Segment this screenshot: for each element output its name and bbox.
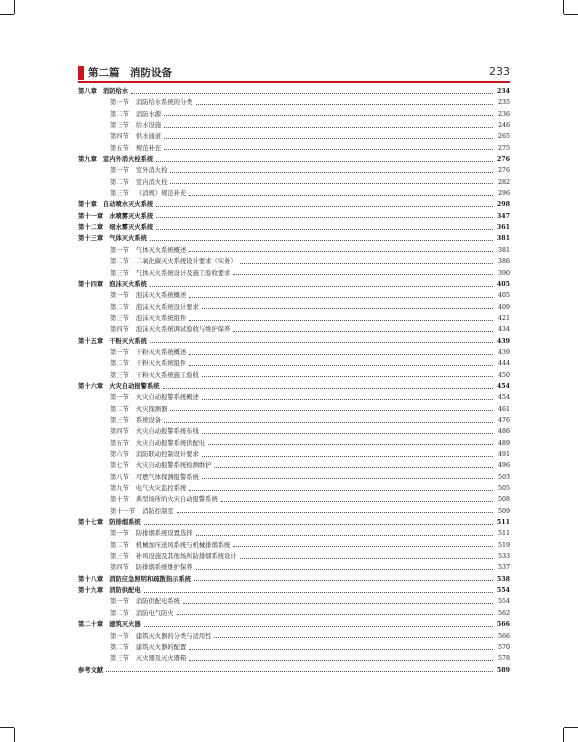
toc-entry-page: 508 [497, 496, 510, 504]
toc-entry-number: 第一节 [110, 167, 129, 175]
toc-entry-page: 409 [497, 303, 510, 311]
toc-dot-leader [196, 534, 493, 536]
crop-mark [563, 728, 564, 742]
toc-dot-leader [208, 443, 493, 445]
toc-entry-title: 泡沫灭火系统 [109, 280, 147, 288]
toc-dot-leader [189, 250, 493, 252]
crop-mark [14, 0, 15, 14]
toc-entry-page: 386 [497, 258, 510, 266]
toc-entry-number: 第十四章 [78, 280, 104, 288]
toc-entry-number: 第七节 [110, 462, 129, 470]
toc-section-entry [78, 109, 510, 120]
toc-section-entry [78, 392, 510, 403]
toc-entry-page: 454 [496, 382, 510, 390]
toc-section-entry [78, 404, 510, 415]
toc-dot-leader [202, 375, 493, 377]
toc-section-entry [78, 438, 510, 449]
toc-entry-title: 气体灭火系统设计及施工验收要求 [135, 269, 231, 277]
toc-entry-number: 第三节 [110, 122, 129, 130]
toc-entry-number: 第二十章 [78, 621, 104, 629]
toc-entry-title: 消防应急照明和疏散指示系统 [109, 575, 192, 583]
toc-entry-number: 第五节 [110, 439, 129, 447]
toc-entry-title: 防排烟系统设置选择 [135, 530, 193, 538]
toc-entry-title: 火灾自动报警系统概述 [135, 394, 199, 402]
toc-entry-number: 第一节 [110, 348, 129, 356]
toc-section-entry [78, 313, 510, 324]
toc-entry-page: 578 [497, 655, 510, 663]
toc-entry-number: 第三节 [110, 416, 129, 424]
toc-entry-title: 典型场所的火灾自动报警系统 [135, 496, 218, 504]
toc-section-entry [78, 528, 510, 539]
toc-dot-leader [189, 659, 493, 661]
toc-dot-leader [170, 182, 493, 184]
toc-entry-title: 系统设备 [135, 416, 162, 424]
toc-entry-title: 细水雾灭火系统 [109, 224, 154, 232]
toc-entry-page: 405 [497, 292, 510, 300]
toc-entry-number: 第三节 [110, 371, 129, 379]
toc-entry-title: 建筑灭火器 [109, 621, 141, 629]
toc-entry-number: 第一节 [110, 632, 129, 640]
toc-entry-number: 第三节 [110, 269, 129, 277]
toc-dot-leader [189, 319, 493, 321]
toc-chapter-entry [78, 211, 510, 222]
toc-entry-number: 第四节 [110, 428, 129, 436]
toc-dot-leader [164, 137, 493, 139]
toc-entry-number: 第十节 [110, 496, 129, 504]
toc-entry-page: 275 [497, 144, 510, 152]
toc-entry-number: 第四节 [110, 326, 129, 334]
toc-section-entry [78, 324, 510, 335]
toc-entry-page: 562 [497, 609, 510, 617]
toc-entry-page: 434 [497, 326, 510, 334]
toc-entry-title: 消防供配电系统 [135, 598, 180, 606]
toc-entry-number: 第四节 [110, 564, 129, 572]
toc-entry-number: 第三节 [110, 190, 129, 198]
toc-entry-title: 火灾自动报警系统检测维护 [135, 462, 212, 470]
toc-dot-leader [233, 273, 493, 275]
crop-mark [563, 0, 564, 14]
toc-entry-title: 消防联动控制设计要求 [135, 451, 199, 458]
toc-dot-leader [189, 489, 493, 491]
toc-entry-page: 282 [497, 178, 510, 186]
toc-entry-title: 建筑灭火器的配置 [135, 643, 187, 651]
toc-chapter-entry [78, 585, 510, 596]
toc-entry-title: 灭火器及灭火器箱 [135, 655, 187, 663]
toc-entry-number: 第二节 [110, 360, 129, 368]
toc-entry-number: 第三节 [110, 655, 129, 663]
toc-dot-leader [150, 341, 493, 343]
toc-section-entry [78, 551, 510, 562]
toc-dot-leader [156, 228, 493, 230]
toc-dot-leader [164, 114, 493, 116]
toc-entry-page: 450 [497, 371, 510, 379]
toc-entry-number: 第十一节 [110, 507, 136, 515]
toc-entry-page: 276 [496, 156, 510, 164]
toc-chapter-entry [78, 199, 510, 210]
toc-section-entry [78, 642, 510, 653]
toc-section-entry [78, 120, 510, 131]
header-accent-bar [78, 66, 84, 80]
page-header [78, 66, 510, 80]
toc-entry-page: 554 [497, 598, 510, 606]
toc-section-entry [78, 97, 510, 108]
toc-entry-number: 第一节 [110, 99, 129, 107]
toc-entry-page: 519 [497, 541, 510, 549]
crop-mark [0, 727, 14, 728]
toc-dot-leader [170, 409, 493, 411]
toc-entry-page: 538 [496, 575, 510, 583]
toc-section-entry [78, 631, 510, 642]
toc-entry-page: 476 [497, 416, 510, 424]
toc-entry-page: 505 [497, 485, 510, 493]
toc-entry-title: 电气火灾监控系统 [135, 485, 187, 493]
toc-entry-number: 第一节 [110, 246, 129, 254]
toc-entry-title: 室内消火栓 [135, 178, 168, 186]
toc-entry-number: 第三节 [110, 314, 129, 322]
toc-entry-number: 第二节 [110, 178, 129, 186]
toc-section-entry [78, 653, 510, 664]
toc-entry-number: 第二节 [110, 110, 129, 118]
toc-entry-title: 补风设施及其他场所防排烟系统设计 [135, 553, 237, 561]
toc-dot-leader [156, 160, 493, 162]
toc-entry-number: 第九章 [78, 156, 97, 164]
toc-entry-title: 消防给水 [102, 88, 129, 95]
toc-entry-page: 347 [496, 212, 510, 220]
toc-section-entry [78, 596, 510, 607]
toc-entry-title: 气体灭火系统 [109, 235, 147, 243]
toc-chapter-entry [78, 86, 510, 97]
toc-section-entry [78, 494, 510, 505]
toc-dot-leader [144, 591, 493, 593]
toc-dot-leader [189, 648, 493, 650]
toc-entry-title: 二氧化碳灭火系统设计要求（实务） [135, 258, 237, 266]
toc-section-entry [78, 506, 510, 517]
toc-section-entry [78, 460, 510, 471]
toc-entry-page: 533 [497, 553, 510, 561]
toc-entry-title: 规范补充 [135, 144, 162, 152]
toc-entry-title: 《消规》规范补充 [135, 190, 187, 198]
toc-dot-leader [144, 523, 493, 525]
toc-entry-number: 第一节 [110, 598, 129, 606]
toc-section-entry [78, 302, 510, 313]
toc-entry-title: 消防水源 [135, 110, 162, 118]
toc-chapter-entry [78, 619, 510, 630]
toc-entry-page: 454 [497, 394, 510, 402]
toc-chapter-entry [78, 279, 510, 290]
toc-dot-leader [189, 364, 493, 366]
toc-section-entry [78, 608, 510, 619]
toc-entry-page: 296 [497, 190, 510, 198]
toc-dot-leader [183, 602, 493, 604]
toc-entry-title: 可燃气体探测报警系统 [135, 473, 199, 481]
toc-dot-leader [106, 670, 493, 672]
toc-section-entry [78, 245, 510, 256]
toc-chapter-entry [78, 336, 510, 347]
toc-entry-page: 486 [497, 428, 510, 436]
crop-mark [564, 14, 578, 15]
toc-dot-leader [150, 285, 493, 287]
toc-entry-number: 第一节 [110, 530, 129, 538]
toc-entry-number: 第一节 [110, 292, 129, 300]
toc-entry-title: 干粉灭火系统组件 [135, 360, 187, 368]
toc-section-entry [78, 415, 510, 426]
toc-dot-leader [214, 636, 493, 638]
toc-entry-number: 第四节 [110, 133, 129, 141]
toc-entry-page: 265 [497, 133, 510, 141]
toc-dot-leader [177, 511, 493, 513]
toc-dot-leader [202, 307, 493, 309]
toc-chapter-entry [78, 222, 510, 233]
toc-entry-title: 防排烟系统 [109, 519, 141, 527]
toc-dot-leader [164, 148, 493, 150]
toc-section-entry [78, 358, 510, 369]
toc-entry-page: 511 [496, 519, 510, 527]
toc-dot-leader [189, 353, 493, 355]
toc-entry-title: 给水设施 [135, 122, 162, 130]
toc-entry-title: 干粉灭火系统 [109, 337, 147, 345]
toc-entry-page: 439 [497, 348, 510, 356]
toc-entry-number: 第十一章 [78, 212, 104, 220]
toc-dot-leader [156, 216, 493, 218]
toc-chapter-entry [78, 381, 510, 392]
toc-dot-leader [202, 432, 493, 434]
toc-entry-number: 第十七章 [78, 519, 104, 527]
toc-section-entry [78, 290, 510, 301]
toc-section-entry [78, 370, 510, 381]
toc-entry-title: 火灾探测器 [135, 405, 168, 413]
crop-mark [564, 727, 578, 728]
toc-section-entry [78, 177, 510, 188]
toc-entry-number: 第八章 [78, 88, 97, 95]
toc-entry-number: 第二节 [110, 609, 129, 617]
toc-chapter-entry [78, 233, 510, 244]
toc-dot-leader [240, 557, 493, 559]
toc-dot-leader [214, 466, 493, 468]
toc-entry-title: 消防供配电 [109, 587, 141, 595]
toc-dot-leader [189, 194, 493, 196]
toc-dot-leader [144, 625, 493, 627]
toc-entry-page: 298 [496, 201, 510, 209]
toc-entry-page: 554 [496, 587, 510, 595]
toc-entry-title: 室外消火栓 [135, 167, 168, 175]
toc-entry-title: 参考文献 [78, 666, 104, 674]
toc-entry-title: 泡沫灭火系统概述 [135, 292, 187, 300]
toc-entry-page: 361 [496, 224, 510, 232]
toc-entry-title: 机械加压送风系统与机械排烟系统 [135, 541, 231, 549]
toc-entry-number: 第一节 [110, 394, 129, 402]
toc-entry-title: 消防控制室 [142, 507, 174, 515]
toc-entry-title: 建筑灭火器的分类与适用性 [135, 632, 212, 640]
header-rule [78, 81, 510, 83]
toc-section-entry [78, 426, 510, 437]
toc-dot-leader [202, 477, 493, 479]
toc-dot-leader [233, 545, 493, 547]
toc-entry-page: 235 [497, 99, 510, 107]
toc-entry-page: 461 [497, 405, 510, 413]
toc-entry-page: 444 [497, 360, 510, 368]
toc-entry-number: 第三节 [110, 553, 129, 561]
toc-chapter-entry [78, 154, 510, 165]
toc-entry-title: 干粉灭火系统施工验收 [135, 371, 199, 379]
toc-entry-title: 消防给水系统的分类 [135, 99, 193, 107]
crop-mark [0, 14, 14, 15]
toc-entry-page: 537 [497, 564, 510, 572]
toc-entry-number: 第八节 [110, 473, 129, 481]
toc-entry-title: 火灾自动报警系统布线 [135, 428, 199, 436]
toc-entry-page: 236 [497, 110, 510, 118]
toc-chapter-entry [78, 665, 510, 676]
toc-entry-page: 390 [497, 269, 510, 277]
toc-dot-leader [221, 500, 493, 502]
toc-entry-number: 第十二章 [78, 224, 104, 232]
toc-section-entry [78, 540, 510, 551]
toc-entry-number: 第六节 [110, 451, 129, 458]
toc-entry-title: 泡沫灭火系统设计要求 [135, 303, 199, 311]
toc-entry-title: 防排烟系统维护保养 [135, 564, 193, 572]
toc-dot-leader [131, 92, 493, 94]
toc-entry-page: 276 [497, 167, 510, 175]
toc-dot-leader [194, 579, 493, 581]
toc-dot-leader [189, 296, 493, 298]
toc-entry-title: 室内外消火栓系统 [102, 156, 154, 164]
toc-entry-number: 第十八章 [78, 575, 104, 583]
toc-entry-number: 第十三章 [78, 235, 104, 243]
toc-entry-page: 491 [497, 451, 510, 458]
page-number: 233 [489, 65, 510, 78]
toc-dot-leader [177, 613, 493, 615]
toc-entry-page: 234 [496, 88, 510, 95]
toc-dot-leader [233, 330, 493, 332]
toc-section-entry [78, 347, 510, 358]
toc-entry-number: 第十五章 [78, 337, 104, 345]
crop-mark [14, 728, 15, 742]
toc-section-entry [78, 268, 510, 279]
toc-entry-page: 511 [497, 530, 510, 538]
toc-entry-title: 火灾自动报警系统供配电 [135, 439, 206, 447]
toc-entry-title: 水喷雾灭火系统 [109, 212, 154, 220]
toc-entry-number: 第二节 [110, 405, 129, 413]
toc-entry-page: 246 [497, 122, 510, 130]
toc-dot-leader [164, 421, 493, 423]
toc-chapter-entry [78, 517, 510, 528]
toc-entry-number: 第二节 [110, 643, 129, 651]
toc-section-entry [78, 143, 510, 154]
toc-dot-leader [202, 455, 493, 457]
toc-entry-title: 自动喷水灭火系统 [102, 201, 154, 209]
toc-entry-page: 405 [496, 280, 510, 288]
toc-entry-title: 泡沫灭火系统调试验收与维护保养 [135, 326, 231, 334]
toc-entry-title: 干粉灭火系统概述 [135, 348, 187, 356]
toc-entry-title: 气体灭火系统概述 [135, 246, 187, 254]
toc-entry-page: 566 [497, 632, 510, 640]
toc-entry-page: 570 [497, 643, 510, 651]
toc-section-entry [78, 165, 510, 176]
toc-dot-leader [170, 171, 493, 173]
toc-entry-number: 第十六章 [78, 382, 104, 390]
toc-entry-page: 496 [497, 462, 510, 470]
toc-section-entry [78, 188, 510, 199]
toc-dot-leader [240, 262, 493, 264]
toc-dot-leader [164, 126, 493, 128]
toc-entry-number: 第二节 [110, 303, 129, 311]
toc-entry-title: 消防电气防火 [135, 609, 174, 617]
toc-entry-number: 第十九章 [78, 587, 104, 595]
toc-entry-page: 381 [497, 246, 510, 254]
toc-chapter-entry [78, 574, 510, 585]
toc-entry-title: 供水通道 [135, 133, 162, 141]
toc-entry-number: 第十章 [78, 201, 97, 209]
toc-entry-number: 第二节 [110, 258, 129, 266]
toc-entry-number: 第九节 [110, 485, 129, 493]
toc-entry-title: 泡沫灭火系统组件 [135, 314, 187, 322]
toc-entry-page: 489 [497, 439, 510, 447]
toc-entry-number: 第五节 [110, 144, 129, 152]
toc-section-entry [78, 131, 510, 142]
toc-entry-page: 566 [496, 621, 510, 629]
toc-dot-leader [163, 387, 493, 389]
toc-dot-leader [202, 398, 493, 400]
toc-dot-leader [196, 103, 493, 105]
toc-section-entry [78, 483, 510, 494]
toc-dot-leader [196, 568, 493, 570]
toc-dot-leader [156, 205, 493, 207]
toc-entry-page: 509 [497, 507, 510, 515]
toc-entry-page: 421 [497, 314, 510, 322]
toc-entry-page: 381 [496, 235, 510, 243]
part-title: 第二篇 消防设备 [88, 67, 172, 79]
toc-entry-number: 第二节 [110, 541, 129, 549]
toc-entry-page: 439 [496, 337, 510, 345]
toc-section-entry [78, 472, 510, 483]
toc-section-entry [78, 256, 510, 267]
toc-section-entry [78, 562, 510, 573]
toc-dot-leader [150, 239, 493, 241]
toc-entry-title: 火灾自动报警系统 [109, 382, 160, 390]
toc-entry-page: 589 [496, 666, 510, 674]
table-of-contents [78, 86, 510, 676]
toc-entry-page: 503 [497, 473, 510, 481]
toc-section-entry [78, 449, 510, 460]
